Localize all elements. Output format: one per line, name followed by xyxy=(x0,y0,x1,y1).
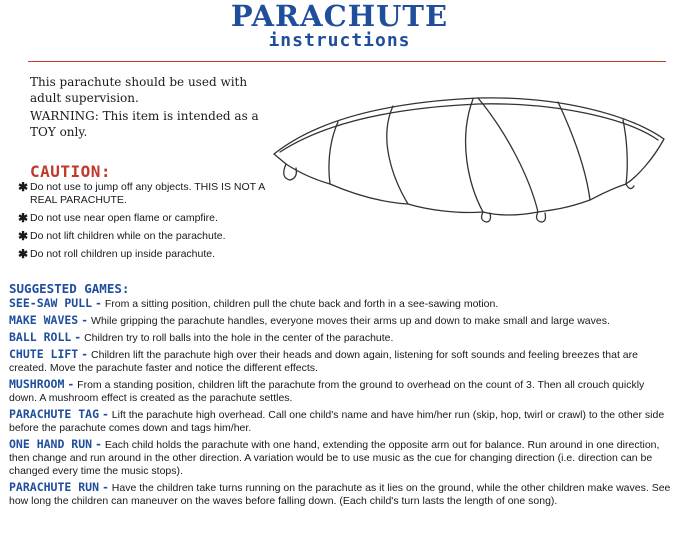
game-name: BALL ROLL xyxy=(9,330,72,344)
game-item: CHUTE LIFT - Children lift the parachute high over their heads and down again, listening for soft sounds and feeling breezes that are created. Move the parachute faster and notice the different effects. xyxy=(9,347,638,374)
game-name: SEE-SAW PULL xyxy=(9,296,93,310)
caution-item xyxy=(18,181,268,207)
caution-text: Do not use near open flame or campfire. xyxy=(30,212,218,224)
game-item: BALL ROLL - Children try to roll balls into the hole in the center of the parachute. xyxy=(9,330,394,344)
asterisk-icon: ✱ xyxy=(18,229,29,243)
game-name: CHUTE LIFT xyxy=(9,347,79,361)
game-name: PARACHUTE RUN xyxy=(9,480,100,494)
game-item: SEE-SAW PULL - From a sitting position, children pull the chute back and forth in a see-sawing motion. xyxy=(9,296,499,310)
parachute-illustration xyxy=(268,84,668,234)
game-description: Children lift the parachute high over their heads and down again, listening for soft sounds and feeling breezes that are created. Move the parachute faster and notice the different effects. xyxy=(9,349,638,374)
games-heading: SUGGESTED GAMES: xyxy=(9,281,130,296)
game-name: MUSHROOM xyxy=(9,377,65,391)
page-title: PARACHUTE xyxy=(230,0,449,33)
caution-item xyxy=(18,212,268,225)
game-item: PARACHUTE TAG - Lift the parachute high overhead. Call one child's name and have him/her run (skip, hop, twirl or crawl) to the other side before the parachute comes down and tags him/her. xyxy=(9,407,665,434)
game-item: ONE HAND RUN - Each child holds the parachute with one hand, extending the opposite arm out for balance. Run around in one direction, then change and run around in the other direction. A variation would be to use music as the cue for changing direction (i.e. direction can be changed every time the music stops). xyxy=(9,437,660,477)
caution-title: CAUTION: xyxy=(30,162,112,181)
supervision-note: This parachute should be used with adult supervision. xyxy=(30,75,248,105)
game-description: From a sitting position, children pull the chute back and forth in a see-sawing motion. xyxy=(104,298,499,310)
game-description: From a standing position, children lift the parachute from the ground to overhead on the count of 3. Then all crouch quickly down. A mushroom effect is created as the parachute settles. xyxy=(9,379,645,404)
asterisk-icon: ✱ xyxy=(18,247,29,261)
asterisk-icon: ✱ xyxy=(18,180,29,194)
game-description: Children try to roll balls into the hole in the center of the parachute. xyxy=(84,332,394,344)
game-description: Have the children take turns running on the parachute as it lies on the ground, while the other children make waves. See how long the children can maneuver on the waves before falling down. (Each child's turn lasts the length of one song). xyxy=(9,482,671,507)
caution-text: Do not lift children while on the parachute. xyxy=(30,230,226,242)
game-item: MUSHROOM - From a standing position, children lift the parachute from the ground to overhead on the count of 3. Then all crouch quickly down. A mushroom effect is created as the parachute settles. xyxy=(9,377,645,404)
game-name: ONE HAND RUN xyxy=(9,437,93,451)
warning-note: WARNING: This item is intended as a TOY only. xyxy=(30,109,259,139)
header-divider xyxy=(28,61,666,62)
caution-list xyxy=(18,181,268,266)
game-name: MAKE WAVES xyxy=(9,313,79,327)
page-subtitle: instructions xyxy=(268,30,411,51)
caution-text: Do not roll children up inside parachute. xyxy=(30,248,216,260)
game-name: PARACHUTE TAG xyxy=(9,407,100,421)
caution-item xyxy=(18,248,268,261)
games-list xyxy=(9,297,671,511)
game-item: MAKE WAVES - While gripping the parachute handles, everyone moves their arms up and down to make small and large waves. xyxy=(9,313,610,327)
game-description: Each child holds the parachute with one hand, extending the opposite arm out for balance. Run around in one direction, then change and run around in the other direction. A variation would be to use music as the cue for changing direction (i.e. direction can be changed every time the music stops). xyxy=(9,439,660,477)
asterisk-icon: ✱ xyxy=(18,211,29,225)
caution-text: Do not use to jump off any objects. THIS IS NOT A REAL PARACHUTE. xyxy=(30,181,265,206)
game-description: Lift the parachute high overhead. Call one child's name and have him/her run (skip, hop, twirl or crawl) to the other side before the parachute comes down and tags him/her. xyxy=(9,409,665,434)
game-item: PARACHUTE RUN - Have the children take turns running on the parachute as it lies on the ground, while the other children make waves. See how long the children can maneuver on the waves before falling down. (Each child's turn lasts the length of one song). xyxy=(9,480,671,507)
caution-item xyxy=(18,230,268,243)
game-description: While gripping the parachute handles, everyone moves their arms up and down to make small and large waves. xyxy=(91,315,610,327)
